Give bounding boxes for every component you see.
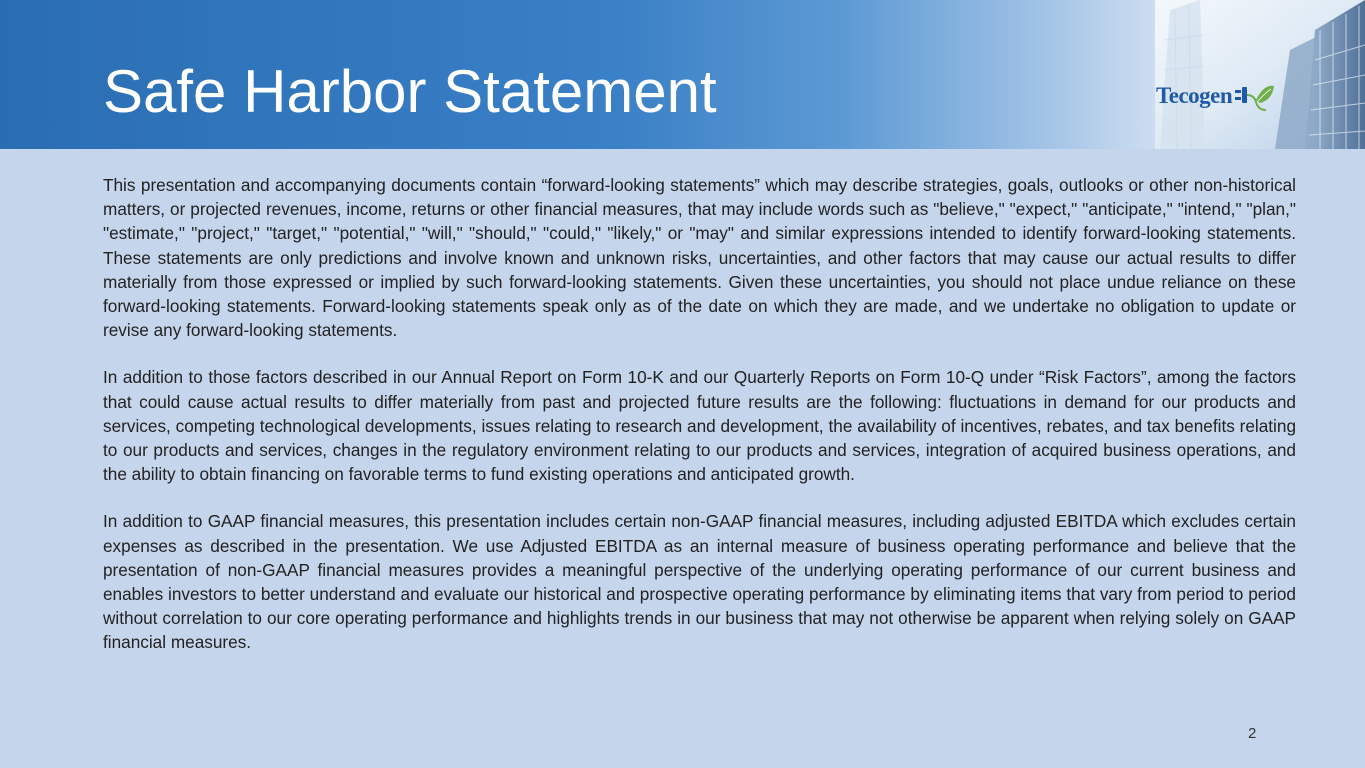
body-paragraph: This presentation and accompanying documents contain “forward-looking statements” which may describe strategies, goals, outlooks or other non-historical matters, or projected revenues, income, returns or other financial measures, that may include words such as "believe," "expect," "anticipate," "intend," "plan," "estimate," "project," "target," "potential," "will," "should," "could," "likely," or "may" and similar expressions intended to identify forward-looking statements. These statements are only predictions and involve known and unknown risks, uncertainties, and other factors that may cause our actual results to differ materially from those expressed or implied by such forward-looking statements. Given these uncertainties, you should not place undue reliance on these forward-looking statements. Forward-looking statements speak only as of the date on which they are made, and we undertake no obligation to update or revise any forward-looking statements. — [103, 175, 1296, 341]
slide-header — [0, 0, 1365, 149]
logo-wordmark: Tecogen — [1156, 83, 1233, 108]
leaf-plug-icon — [1234, 76, 1276, 116]
building-photo — [1155, 0, 1365, 149]
company-logo — [1156, 76, 1276, 116]
safe-harbor-body — [103, 173, 1296, 655]
page-number: 2 — [1248, 725, 1257, 742]
page-title: Safe Harbor Statement — [103, 58, 717, 125]
body-paragraph: In addition to GAAP financial measures, this presentation includes certain non-GAAP financial measures, including adjusted EBITDA which excludes certain expenses as described in the presentation. We use Adjusted EBITDA as an internal measure of business operating performance and believe that the presentation of non-GAAP financial measures provides a meaningful perspective of the underlying operating performance of our current business and enables investors to better understand and evaluate our historical and prospective operating performance by eliminating items that vary from period to period without correlation to our core operating performance and highlights trends in our business that may not otherwise be apparent when relying solely on GAAP financial measures. — [103, 511, 1296, 653]
body-paragraph: In addition to those factors described in our Annual Report on Form 10-K and our Quarterly Reports on Form 10-Q under “Risk Factors”, among the factors that could cause actual results to differ materially from past and projected future results are the following: fluctuations in demand for our products and services, competing technological developments, issues relating to research and development, the availability of incentives, rebates, and tax benefits relating to our products and services, changes in the regulatory environment relating to our products and services, integration of acquired business operations, and the ability to obtain financing on favorable terms to fund existing operations and anticipated growth. — [103, 367, 1296, 485]
